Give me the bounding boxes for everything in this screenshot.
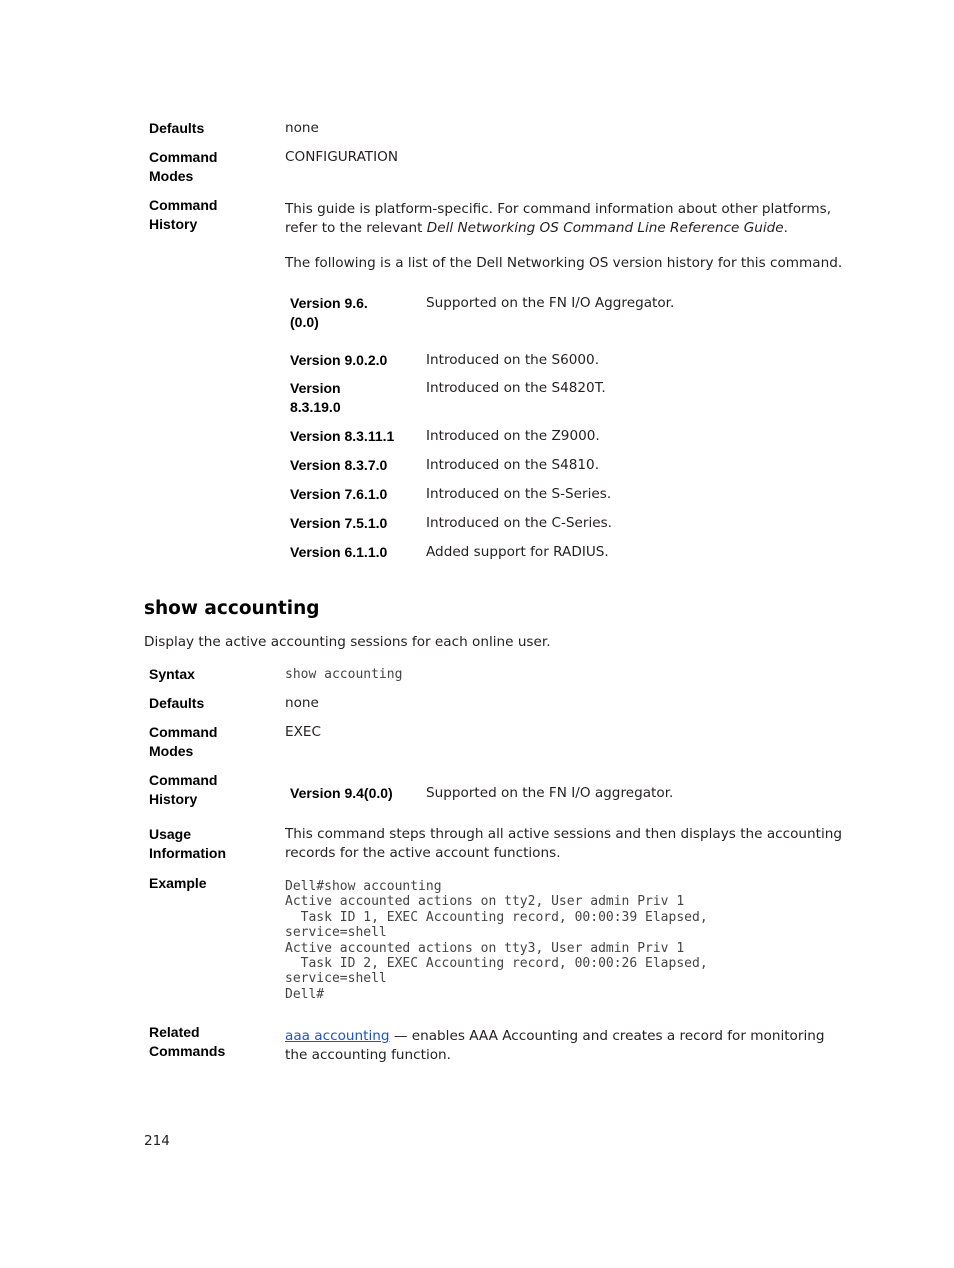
section-description: Display the active accounting sessions for each online user. (144, 634, 551, 650)
label-line: Information (149, 845, 226, 861)
label-line: Command (149, 149, 218, 165)
version-row-label (290, 294, 415, 332)
label-line: History (149, 791, 198, 807)
label-line: Modes (149, 168, 194, 184)
history-intro-text: This guide is platform-specific. For command information about other platforms, refer to the relevant (285, 201, 832, 236)
aaa-accounting-link[interactable]: aaa accounting (285, 1028, 390, 1044)
defaults-label: Defaults (149, 695, 205, 711)
label-line: Related (149, 1024, 200, 1040)
history-intro (285, 200, 845, 238)
version-row-desc: Introduced on the S4810. (426, 457, 600, 473)
version-line: Version (290, 380, 341, 396)
version-row-label: Version 7.6.1.0 (290, 486, 388, 502)
version-row-label (290, 379, 415, 417)
label-line: History (149, 216, 198, 232)
command-modes-value: CONFIGURATION (285, 149, 398, 165)
example-code: Dell#show accounting Active accounted actions on tty2, User admin Priv 1 Task ID 1, EXEC Accounting record, 00:00:39 Elapsed, service=shell Active accounted actions on tty3, User admin Priv 1 Task ID 2, EXEC Accounting record, 00:00:26 Elapsed, service=shell Dell# (285, 879, 708, 1002)
version-row-label: Version 9.0.2.0 (290, 352, 388, 368)
label-line: Command (149, 197, 218, 213)
related-description: — enables AAA Accounting and creates a record for monitoring the accounting function. (285, 1028, 825, 1063)
command-modes-label (149, 723, 274, 761)
related-commands-value (285, 1027, 845, 1065)
version-row-desc: Introduced on the S4820T. (426, 380, 606, 396)
defaults-value: none (285, 120, 319, 136)
command-modes-value: EXEC (285, 724, 321, 740)
version-row-desc: Supported on the FN I/O aggregator. (426, 785, 674, 801)
label-line: Command (149, 772, 218, 788)
version-row-label: Version 9.4(0.0) (290, 785, 393, 801)
label-line: Command (149, 724, 218, 740)
usage-information-label (149, 825, 274, 863)
version-row-label: Version 8.3.7.0 (290, 457, 388, 473)
label-line: Usage (149, 826, 192, 842)
history-list-intro: The following is a list of the Dell Networking OS version history for this command. (285, 255, 843, 271)
syntax-label: Syntax (149, 666, 195, 682)
label-line: Modes (149, 743, 194, 759)
command-history-label (149, 771, 274, 809)
version-row-desc: Added support for RADIUS. (426, 544, 609, 560)
version-row-label: Version 7.5.1.0 (290, 515, 388, 531)
label-line: Commands (149, 1043, 226, 1059)
section-title: show accounting (144, 598, 320, 619)
version-row-desc: Supported on the FN I/O Aggregator. (426, 295, 675, 311)
version-line: (0.0) (290, 314, 319, 330)
version-row-desc: Introduced on the S6000. (426, 352, 600, 368)
related-commands-label (149, 1023, 274, 1061)
defaults-value: none (285, 695, 319, 711)
syntax-value: show accounting (285, 667, 403, 682)
version-line: 8.3.19.0 (290, 399, 341, 415)
version-line: Version 9.6. (290, 295, 368, 311)
version-row-desc: Introduced on the Z9000. (426, 428, 600, 444)
command-modes-label (149, 148, 274, 186)
page-number: 214 (144, 1133, 170, 1149)
version-row-desc: Introduced on the C-Series. (426, 515, 612, 531)
history-intro-end: . (783, 220, 788, 236)
command-history-label (149, 196, 274, 234)
guide-title: Dell Networking OS Command Line Reference Guide (426, 220, 784, 236)
version-row-desc: Introduced on the S-Series. (426, 486, 612, 502)
version-row-label: Version 8.3.11.1 (290, 428, 395, 444)
usage-information-value: This command steps through all active sessions and then displays the accounting records for the active account functions. (285, 826, 842, 861)
example-label: Example (149, 875, 207, 891)
version-row-label: Version 6.1.1.0 (290, 544, 388, 560)
defaults-label: Defaults (149, 120, 205, 136)
